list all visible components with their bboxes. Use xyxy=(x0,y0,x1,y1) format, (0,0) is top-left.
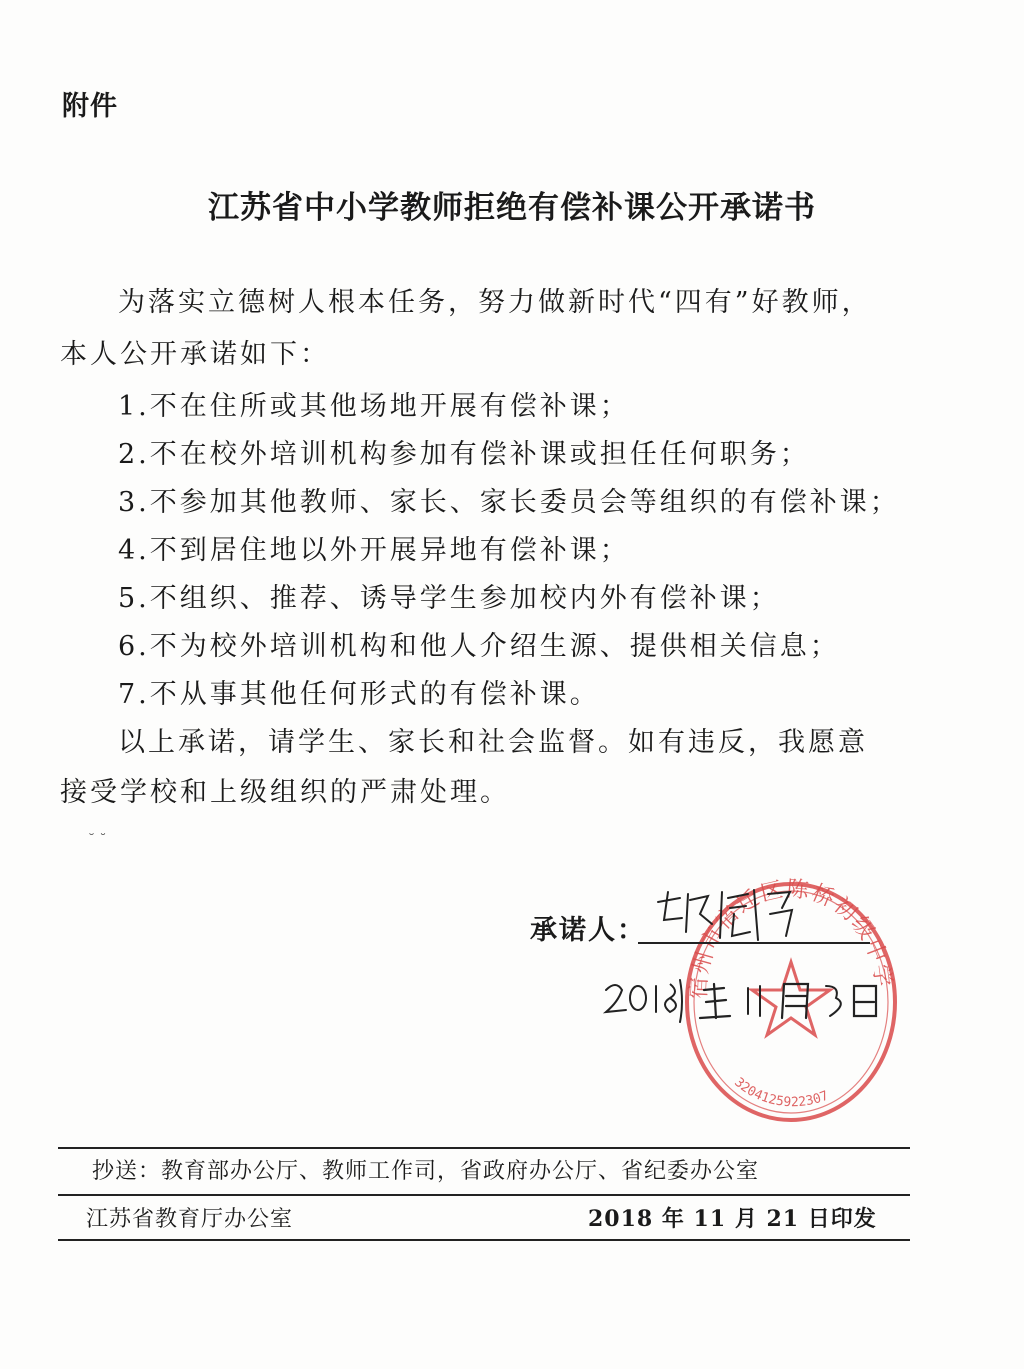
commitment-item-7: 7.不从事其他任何形式的有偿补课。 xyxy=(118,679,600,710)
commitment-item-2: 2.不在校外培训机构参加有偿补课或担任任何职务； xyxy=(118,439,810,470)
intro-line-1: 为落实立德树人根本任务，努力做新时代“四有”好教师， xyxy=(118,287,872,318)
scan-specks: ˘ ˘ xyxy=(88,832,107,848)
attachment-label: 附件 xyxy=(62,91,118,122)
commitment-item-6: 6.不为校外培训机构和他人介绍生源、提供相关信息； xyxy=(118,631,840,662)
seal-text: 宿州市宿迁区陈桥初级中学 xyxy=(686,876,896,1000)
closing-line-2: 接受学校和上级组织的严肃处理。 xyxy=(60,777,510,808)
closing-line-1: 以上承诺，请学生、家长和社会监督。如有违反，我愿意 xyxy=(118,727,868,758)
footer-rule-middle xyxy=(58,1194,910,1196)
commitment-item-3: 3.不参加其他教师、家长、家长委员会等组织的有偿补课； xyxy=(118,487,900,518)
footer-issued-date: 2018 年 11 月 21 日印发 xyxy=(588,1206,877,1232)
intro-line-2: 本人公开承诺如下： xyxy=(60,339,330,370)
footer-cc: 抄送：教育部办公厅、教师工作司，省政府办公厅、省纪委办公室 xyxy=(92,1159,760,1184)
footer-rule-bottom xyxy=(58,1239,910,1241)
handwritten-signature xyxy=(650,880,800,950)
document-title: 江苏省中小学教师拒绝有偿补课公开承诺书 xyxy=(208,190,816,226)
promisor-label: 承诺人： xyxy=(530,915,646,946)
footer-issuer: 江苏省教育厅办公室 xyxy=(86,1207,294,1232)
seal-code: 3204125922307 xyxy=(731,1075,831,1111)
commitment-item-5: 5.不组织、推荐、诱导学生参加校内外有偿补课； xyxy=(118,583,780,614)
svg-text:3204125922307 xyxy=(731,1075,831,1110)
footer-rule-top xyxy=(58,1147,910,1149)
handwritten-date xyxy=(600,972,890,1032)
commitment-item-4: 4.不到居住地以外开展异地有偿补课； xyxy=(118,535,630,566)
commitment-item-1: 1.不在住所或其他场地开展有偿补课； xyxy=(118,391,630,422)
